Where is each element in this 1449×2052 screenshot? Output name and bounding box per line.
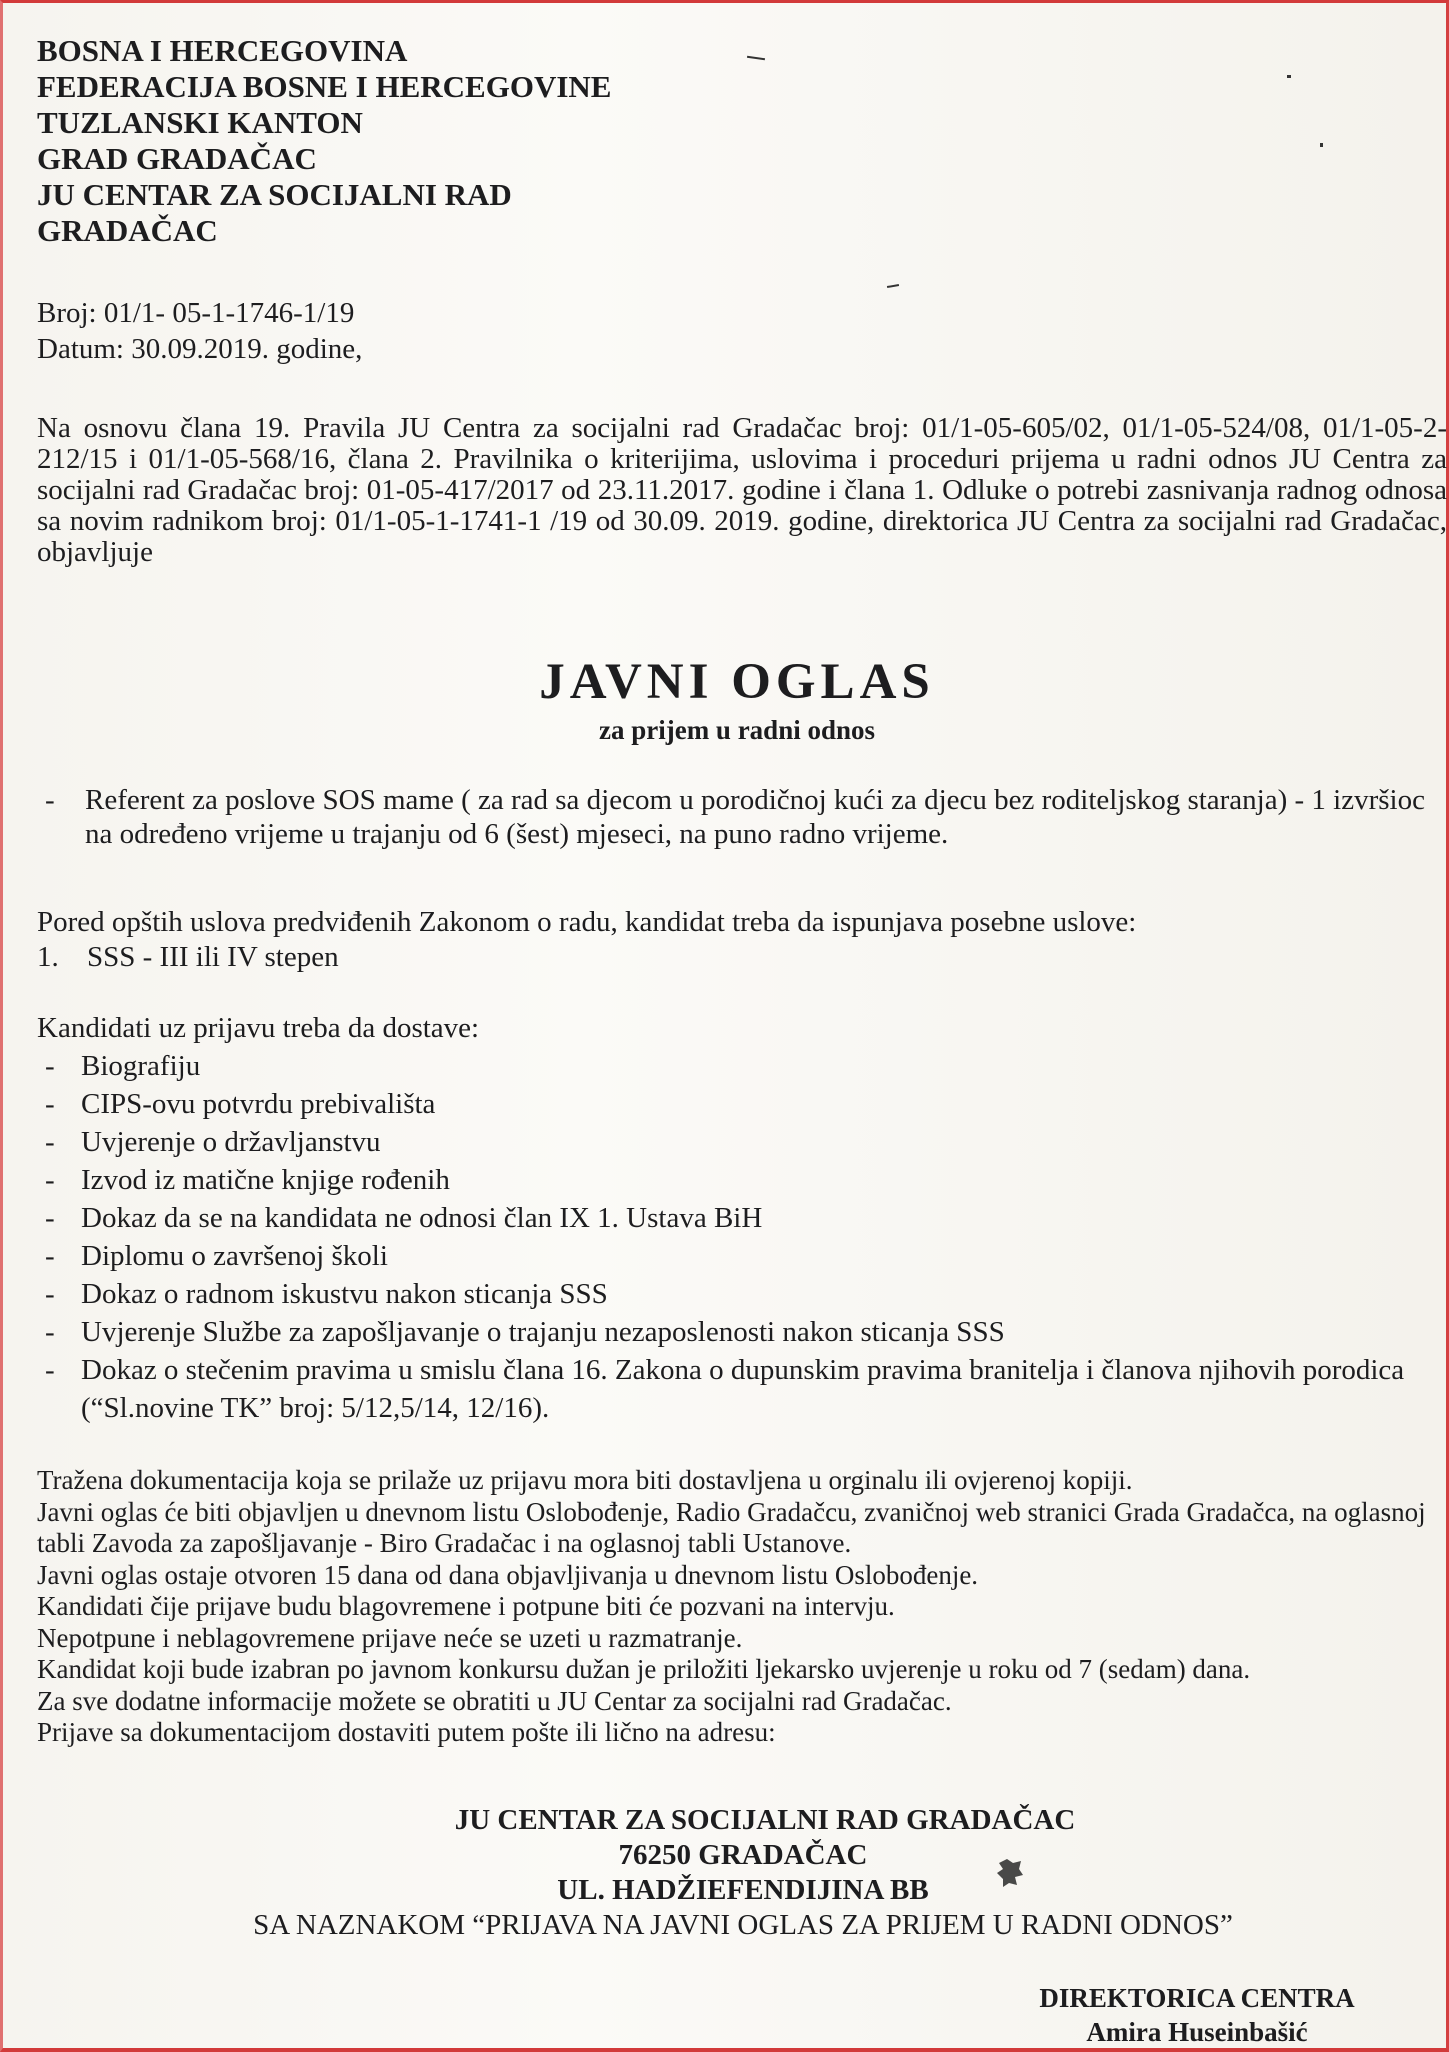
submission-address — [37, 1803, 1437, 1943]
list-item-text: Izvod iz matične knjige rođenih — [81, 1164, 450, 1196]
note-line: Prijave sa dokumentacijom dostaviti putem pošte ili lično na adresu: — [37, 1717, 776, 1747]
address-organization: JU CENTAR ZA SOCIJALNI RAD GRADAČAC — [454, 1804, 1076, 1836]
list-item-text: CIPS-ovu potvrdu prebivališta — [81, 1088, 436, 1120]
conditions-intro: Pored opštih uslova predviđenih Zakonom o radu, kandidat treba da ispunjava posebne uslove: — [37, 906, 1137, 938]
list-item — [37, 1275, 1449, 1313]
list-item-text: Uvjerenje o državljanstvu — [81, 1126, 381, 1158]
list-item-text: Dokaz o stečenim pravima u smislu člana 16. Zakona o dupunskim pravima branitelja i članova njihovih porodica (“Sl.novine TK” broj: 5/12,5/14, 12/16). — [81, 1354, 1405, 1424]
header-line: TUZLANSKI KANTON — [37, 105, 363, 140]
address-subject-note: SA NAZNAKOM “PRIJAVA NA JAVNI OGLAS ZA PRIJEM U RADNI ODNOS” — [253, 1909, 1233, 1941]
speck-mark — [1320, 143, 1323, 147]
speck-mark — [1287, 75, 1291, 78]
document-date: Datum: 30.09.2019. godine, — [37, 333, 363, 365]
list-item — [37, 1123, 1449, 1161]
ink-blot-icon — [995, 1855, 1025, 1891]
condition-number: 1. — [37, 941, 59, 973]
note-line: Kandidat koji bude izabran po javnom konkursu dužan je priložiti ljekarsko uvjerenje u roku od 7 (sedam) dana. — [37, 1654, 1251, 1684]
special-conditions — [37, 905, 1447, 975]
list-item — [37, 1161, 1449, 1199]
dash-bullet: - — [45, 1316, 55, 1348]
page-title: JAVNI OGLAS — [539, 654, 935, 710]
signatory-name: Amira Huseinbašić — [1086, 2017, 1308, 2047]
header-line: GRAD GRADAČAC — [37, 141, 317, 176]
list-item-text: Dokaz o radnom iskustvu nakon sticanja SSS — [81, 1278, 608, 1310]
note-line: Kandidati čije prijave budu blagovremene i potpune biti će pozvani na intervju. — [37, 1591, 895, 1621]
required-documents — [37, 1009, 1449, 1427]
list-item — [37, 1313, 1449, 1351]
list-item-text: Diplomu o završenoj školi — [81, 1240, 388, 1272]
list-item — [37, 1085, 1449, 1123]
header-line: JU CENTAR ZA SOCIJALNI RAD — [37, 177, 512, 212]
list-item-text: Dokaz da se na kandidata ne odnosi član IX 1. Ustava BiH — [81, 1202, 763, 1234]
address-street: UL. HADŽIEFENDIJINA BB — [557, 1874, 929, 1906]
dash-bullet: - — [45, 1088, 55, 1120]
note-line: Javni oglas će biti objavljen u dnevnom listu Oslobođenje, Radio Gradačcu, zvaničnoj web stranici Grada Gradačca, na oglasnoj tabli Zavoda za zapošljavanje - Biro Gradačac i na oglasnoj tabli Ustanove. — [37, 1496, 1426, 1558]
note-line: Tražena dokumentacija koja se prilaže uz prijavu mora biti dostavljena u orginalu ili ovjerenoj kopiji. — [37, 1465, 1133, 1495]
dash-bullet: - — [45, 784, 55, 816]
signature-block — [987, 1981, 1407, 2049]
list-item-text: Biografiju — [81, 1050, 201, 1082]
reference-number: Broj: 01/1- 05-1-1746-1/19 — [37, 297, 355, 329]
header-line: GRADAČAC — [37, 213, 218, 248]
dash-bullet: - — [45, 1278, 55, 1310]
dash-bullet: - — [45, 1202, 55, 1234]
note-line: Nepotpune i neblagovremene prijave neće se uzeti u razmatranje. — [37, 1622, 743, 1653]
dash-bullet: - — [45, 1240, 55, 1272]
address-city: 76250 GRADAČAC — [618, 1839, 868, 1871]
job-position — [37, 783, 1449, 851]
list-item — [37, 1351, 1449, 1427]
institution-header — [37, 33, 611, 249]
list-item — [37, 1237, 1449, 1275]
speck-mark — [747, 56, 765, 60]
header-line: BOSNA I HERCEGOVINA — [37, 33, 408, 68]
note-line: Javni oglas ostaje otvoren 15 dana od dana objavljivanja u dnevnom listu Oslobođenje. — [37, 1559, 979, 1590]
documents-intro: Kandidati uz prijavu treba da dostave: — [37, 1012, 480, 1044]
dash-bullet: - — [45, 1164, 55, 1196]
signatory-role: DIREKTORICA CENTRA — [1039, 1983, 1355, 2013]
list-item-text: Uvjerenje Službe za zapošljavanje o trajanju nezaposlenosti nakon sticanja SSS — [81, 1316, 1005, 1348]
dash-bullet: - — [45, 1050, 55, 1082]
condition-text: SSS - III ili IV stepen — [87, 941, 339, 973]
job-position-text: Referent za poslove SOS mame ( za rad sa djecom u porodičnoj kući za djecu bez roditeljskog staranja) - 1 izvršioc na određeno vrijeme u trajanju od 6 (šest) mjeseci, na puno radno vrijeme. — [85, 784, 1425, 850]
list-item — [37, 1199, 1449, 1237]
dash-bullet: - — [45, 1126, 55, 1158]
additional-notes — [37, 1465, 1449, 1749]
condition-item — [37, 940, 1447, 975]
page-subtitle: za prijem u radni odnos — [598, 715, 876, 745]
list-item — [37, 1047, 1449, 1085]
note-line: Za sve dodatne informacije možete se obratiti u JU Centar za socijalni rad Gradačac. — [37, 1685, 952, 1716]
intro-paragraph: Na osnovu člana 19. Pravila JU Centra za socijalni rad Gradačac broj: 01/1-05-605/02, 01/1-05-524/08, 01/1-05-2-212/15 i 01/1-05-568/16, člana 2. Pravilnika o kriterijima, uslovima i proceduri prijema u radni odnos JU Centra za socijalni rad Gradačac broj: 01-05-417/2017 od 23.11.2017. godine i člana 1. Odluke o potrebi zasnivanja radnog odnosa sa novim radnikom broj: 01/1-05-1-1741-1 /19 od 30.09. 2019. godine, direktorica JU Centra za socijalni rad Gradačac, objavljuje — [37, 412, 1447, 568]
speck-mark — [887, 284, 899, 288]
header-line: FEDERACIJA BOSNE I HERCEGOVINE — [37, 69, 612, 104]
document-meta — [37, 295, 362, 367]
dash-bullet: - — [45, 1354, 55, 1386]
documents-list — [37, 1047, 1449, 1427]
